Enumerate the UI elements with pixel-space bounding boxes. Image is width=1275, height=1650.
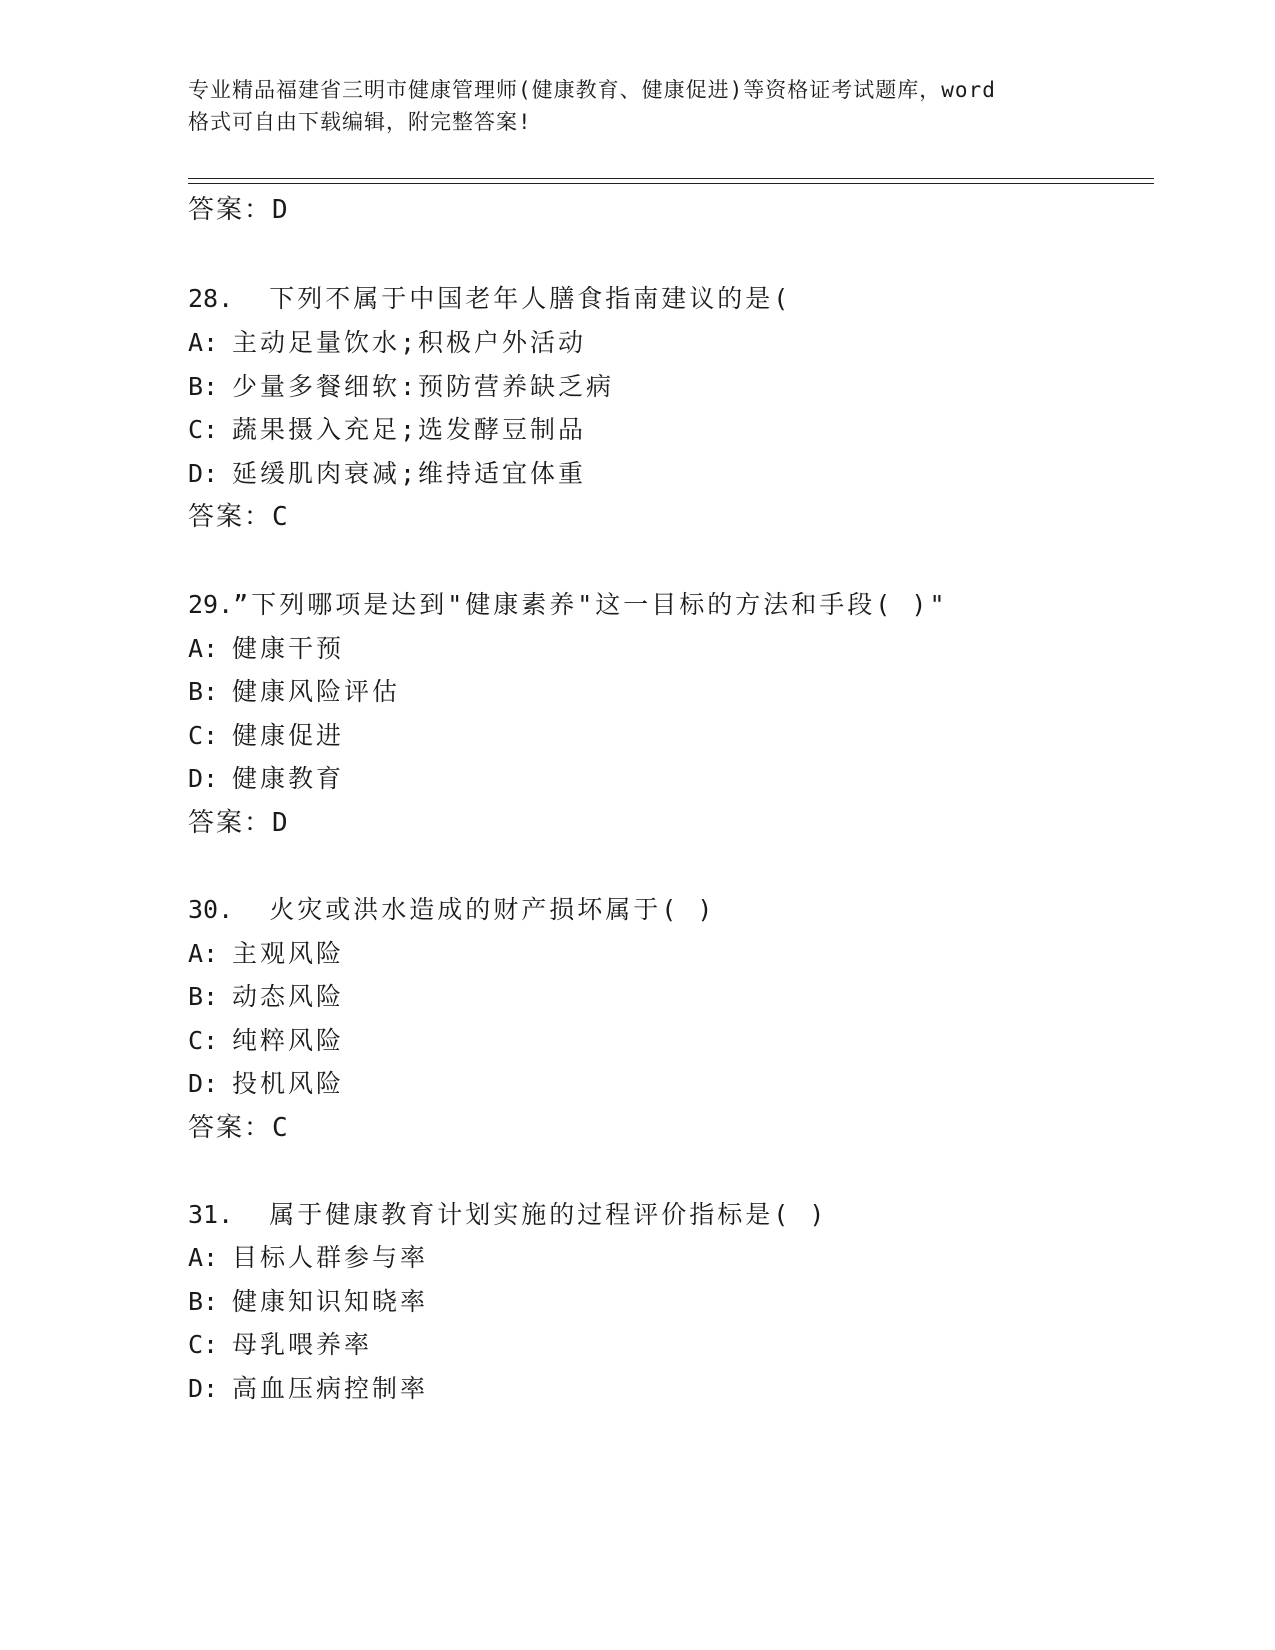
question-31-option-b: B: 健康知识知晓率	[188, 1287, 429, 1316]
question-28-stem	[188, 284, 791, 314]
question-30-answer: 答案：C	[188, 1113, 290, 1143]
header-line-1: 专业精品福建省三明市健康管理师(健康教育、健康促进)等资格证考试题库，word	[188, 78, 996, 102]
page-header	[188, 74, 1088, 138]
question-29-answer: 答案：D	[188, 808, 290, 838]
question-30-option-a: A: 主观风险	[188, 939, 345, 968]
header-divider-top	[188, 178, 1154, 179]
question-30-stem	[188, 895, 715, 925]
question-29-option-a: A: 健康干预	[188, 634, 345, 663]
question-number: 31.	[188, 1200, 234, 1229]
question-text: 下列不属于中国老年人膳食指南建议的是(	[269, 284, 792, 313]
question-number: 29.	[188, 590, 234, 619]
question-31-option-c: C: 母乳喂养率	[188, 1330, 373, 1359]
question-29-option-d: D: 健康教育	[188, 764, 345, 793]
question-30-option-d: D: 投机风险	[188, 1069, 345, 1098]
question-30-option-b: B: 动态风险	[188, 982, 345, 1011]
answer-prev: 答案：D	[188, 195, 290, 225]
question-28-option-b: B: 少量多餐细软:预防营养缺乏病	[188, 372, 615, 401]
question-text: 火灾或洪水造成的财产损坏属于( )	[269, 895, 716, 924]
question-number: 28.	[188, 284, 234, 313]
question-31-stem	[188, 1200, 827, 1230]
question-31-option-a: A: 目标人群参与率	[188, 1243, 429, 1272]
question-28-option-c: C: 蔬果摄入充足;选发酵豆制品	[188, 415, 587, 444]
question-28-option-d: D: 延缓肌肉衰减;维持适宜体重	[188, 459, 587, 488]
question-28-answer: 答案：C	[188, 502, 290, 532]
header-line-2: 格式可自由下载编辑，附完整答案!	[188, 110, 532, 134]
question-text: ”下列哪项是达到"健康素养"这一目标的方法和手段( )"	[233, 590, 948, 619]
question-number: 30.	[188, 895, 234, 924]
header-divider-bottom	[188, 183, 1154, 184]
question-29-option-c: C: 健康促进	[188, 721, 345, 750]
question-text: 属于健康教育计划实施的过程评价指标是( )	[269, 1200, 828, 1229]
question-29-stem	[188, 590, 948, 620]
question-28-option-a: A: 主动足量饮水;积极户外活动	[188, 328, 587, 357]
question-30-option-c: C: 纯粹风险	[188, 1026, 345, 1055]
question-29-option-b: B: 健康风险评估	[188, 677, 401, 706]
question-31-option-d: D: 高血压病控制率	[188, 1374, 429, 1403]
